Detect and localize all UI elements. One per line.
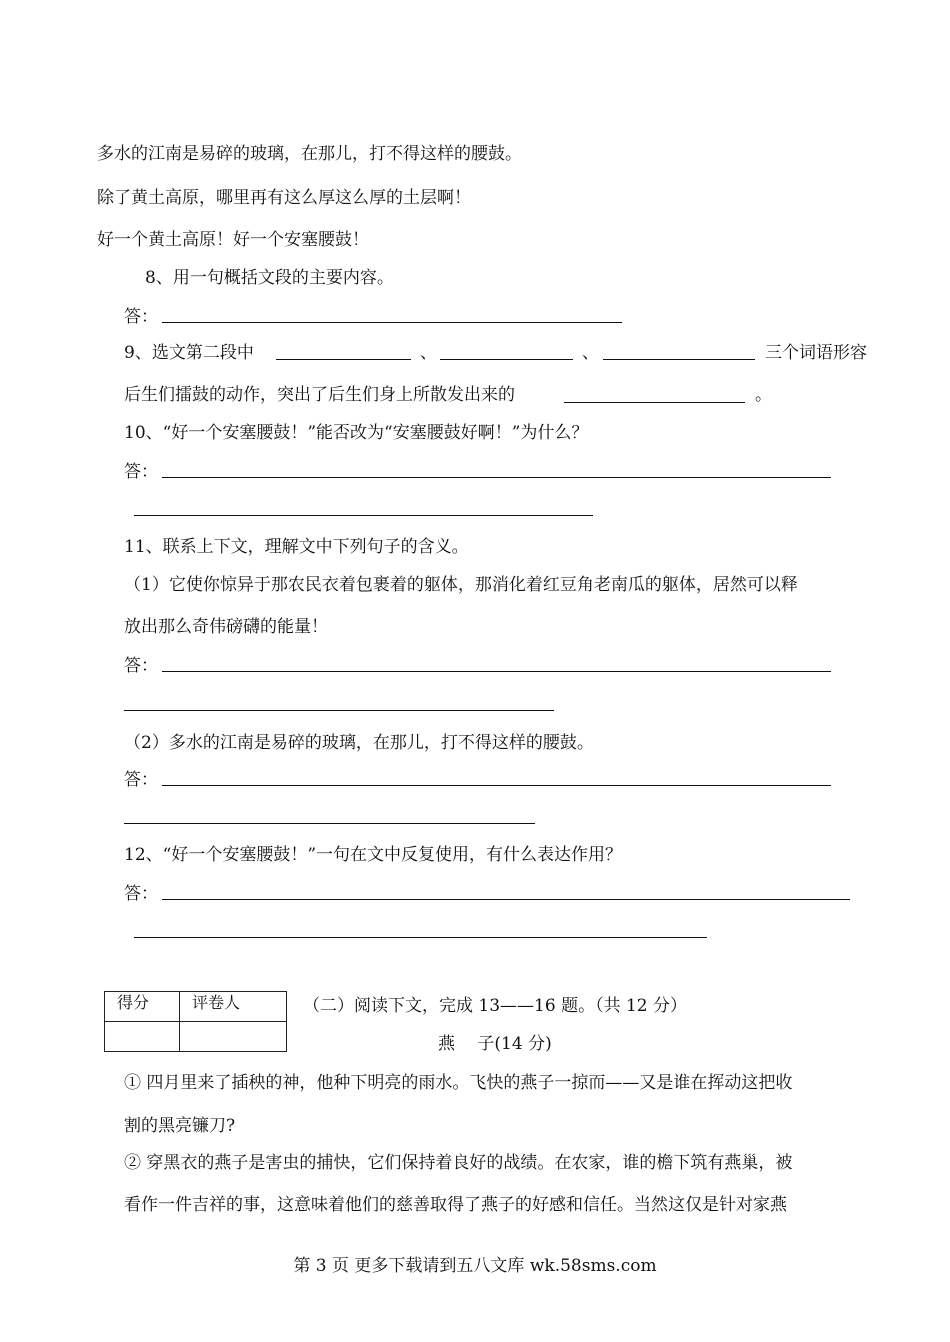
score-cell[interactable]	[105, 1022, 180, 1052]
passage-line-3: 好一个黄土高原！好一个安塞腰鼓！	[97, 230, 369, 250]
score-table	[104, 991, 287, 1052]
question-11: 11、联系上下文，理解文中下列句子的含义。	[124, 537, 469, 557]
separator: 、	[582, 343, 599, 363]
fill-blank-1[interactable]	[276, 359, 411, 360]
answer-blank[interactable]	[124, 710, 554, 711]
answer-blank[interactable]	[134, 937, 707, 938]
answer-blank[interactable]	[134, 515, 593, 516]
answer-blank[interactable]	[124, 823, 535, 824]
answer-label: 答：	[124, 462, 158, 482]
answer-label: 答：	[124, 884, 158, 904]
question-11-sub-1-cont: 放出那么奇伟磅礴的能量！	[124, 617, 328, 637]
question-8: 8、用一句概括文段的主要内容。	[145, 268, 394, 288]
answer-label: 答：	[124, 770, 158, 790]
separator: 、	[420, 343, 437, 363]
question-9-suffix: 三个词语形容	[765, 343, 867, 363]
question-9-end: 。	[755, 385, 772, 405]
section-2-heading: （二）阅读下文，完成 13——16 题。（共 12 分）	[303, 996, 688, 1016]
paragraph-2-cont: 看作一件吉祥的事，这意味着他们的慈善取得了燕子的好感和信任。当然这仅是针对家燕	[124, 1195, 787, 1215]
grader-header: 评卷人	[180, 992, 287, 1022]
fill-blank-3[interactable]	[603, 359, 755, 360]
fill-blank-4[interactable]	[564, 402, 745, 403]
answer-blank[interactable]	[162, 477, 831, 478]
score-header: 得分	[105, 992, 180, 1022]
question-11-sub-2: （2）多水的江南是易碎的玻璃，在那儿，打不得这样的腰鼓。	[124, 733, 594, 753]
answer-blank[interactable]	[162, 785, 831, 786]
question-9: 9、选文第二段中	[124, 343, 254, 363]
answer-blank[interactable]	[162, 671, 831, 672]
question-9-line-2: 后生们擂鼓的动作，突出了后生们身上所散发出来的	[124, 385, 515, 405]
answer-blank[interactable]	[162, 322, 622, 323]
fill-blank-2[interactable]	[440, 359, 573, 360]
article-title: 燕 子(14 分)	[438, 1034, 552, 1054]
passage-line-1: 多水的江南是易碎的玻璃，在那儿，打不得这样的腰鼓。	[97, 144, 522, 164]
grader-cell[interactable]	[180, 1022, 287, 1052]
answer-label: 答：	[124, 656, 158, 676]
answer-blank[interactable]	[162, 899, 850, 900]
paragraph-1: ① 四月里来了插秧的神，他种下明亮的雨水。飞快的燕子一掠而——又是谁在挥动这把收	[124, 1073, 793, 1093]
paragraph-2: ② 穿黑衣的燕子是害虫的捕快，它们保持着良好的战绩。在农家，谁的檐下筑有燕巢，被	[124, 1153, 793, 1173]
question-10: 10、“好一个安塞腰鼓！”能否改为“安塞腰鼓好啊！”为什么？	[124, 423, 589, 443]
question-11-sub-1: （1）它使你惊异于那农民衣着包裹着的躯体，那消化着红豆角老南瓜的躯体，居然可以释	[124, 575, 798, 595]
question-12: 12、“好一个安塞腰鼓！”一句在文中反复使用，有什么表达作用？	[124, 845, 623, 865]
page-footer: 第 3 页 更多下载请到五八文库 wk.58sms.com	[293, 1256, 657, 1276]
paragraph-1-cont: 割的黑亮镰刀?	[124, 1116, 236, 1136]
passage-line-2: 除了黄土高原，哪里再有这么厚这么厚的土层啊！	[97, 188, 471, 208]
answer-label: 答：	[124, 307, 158, 327]
